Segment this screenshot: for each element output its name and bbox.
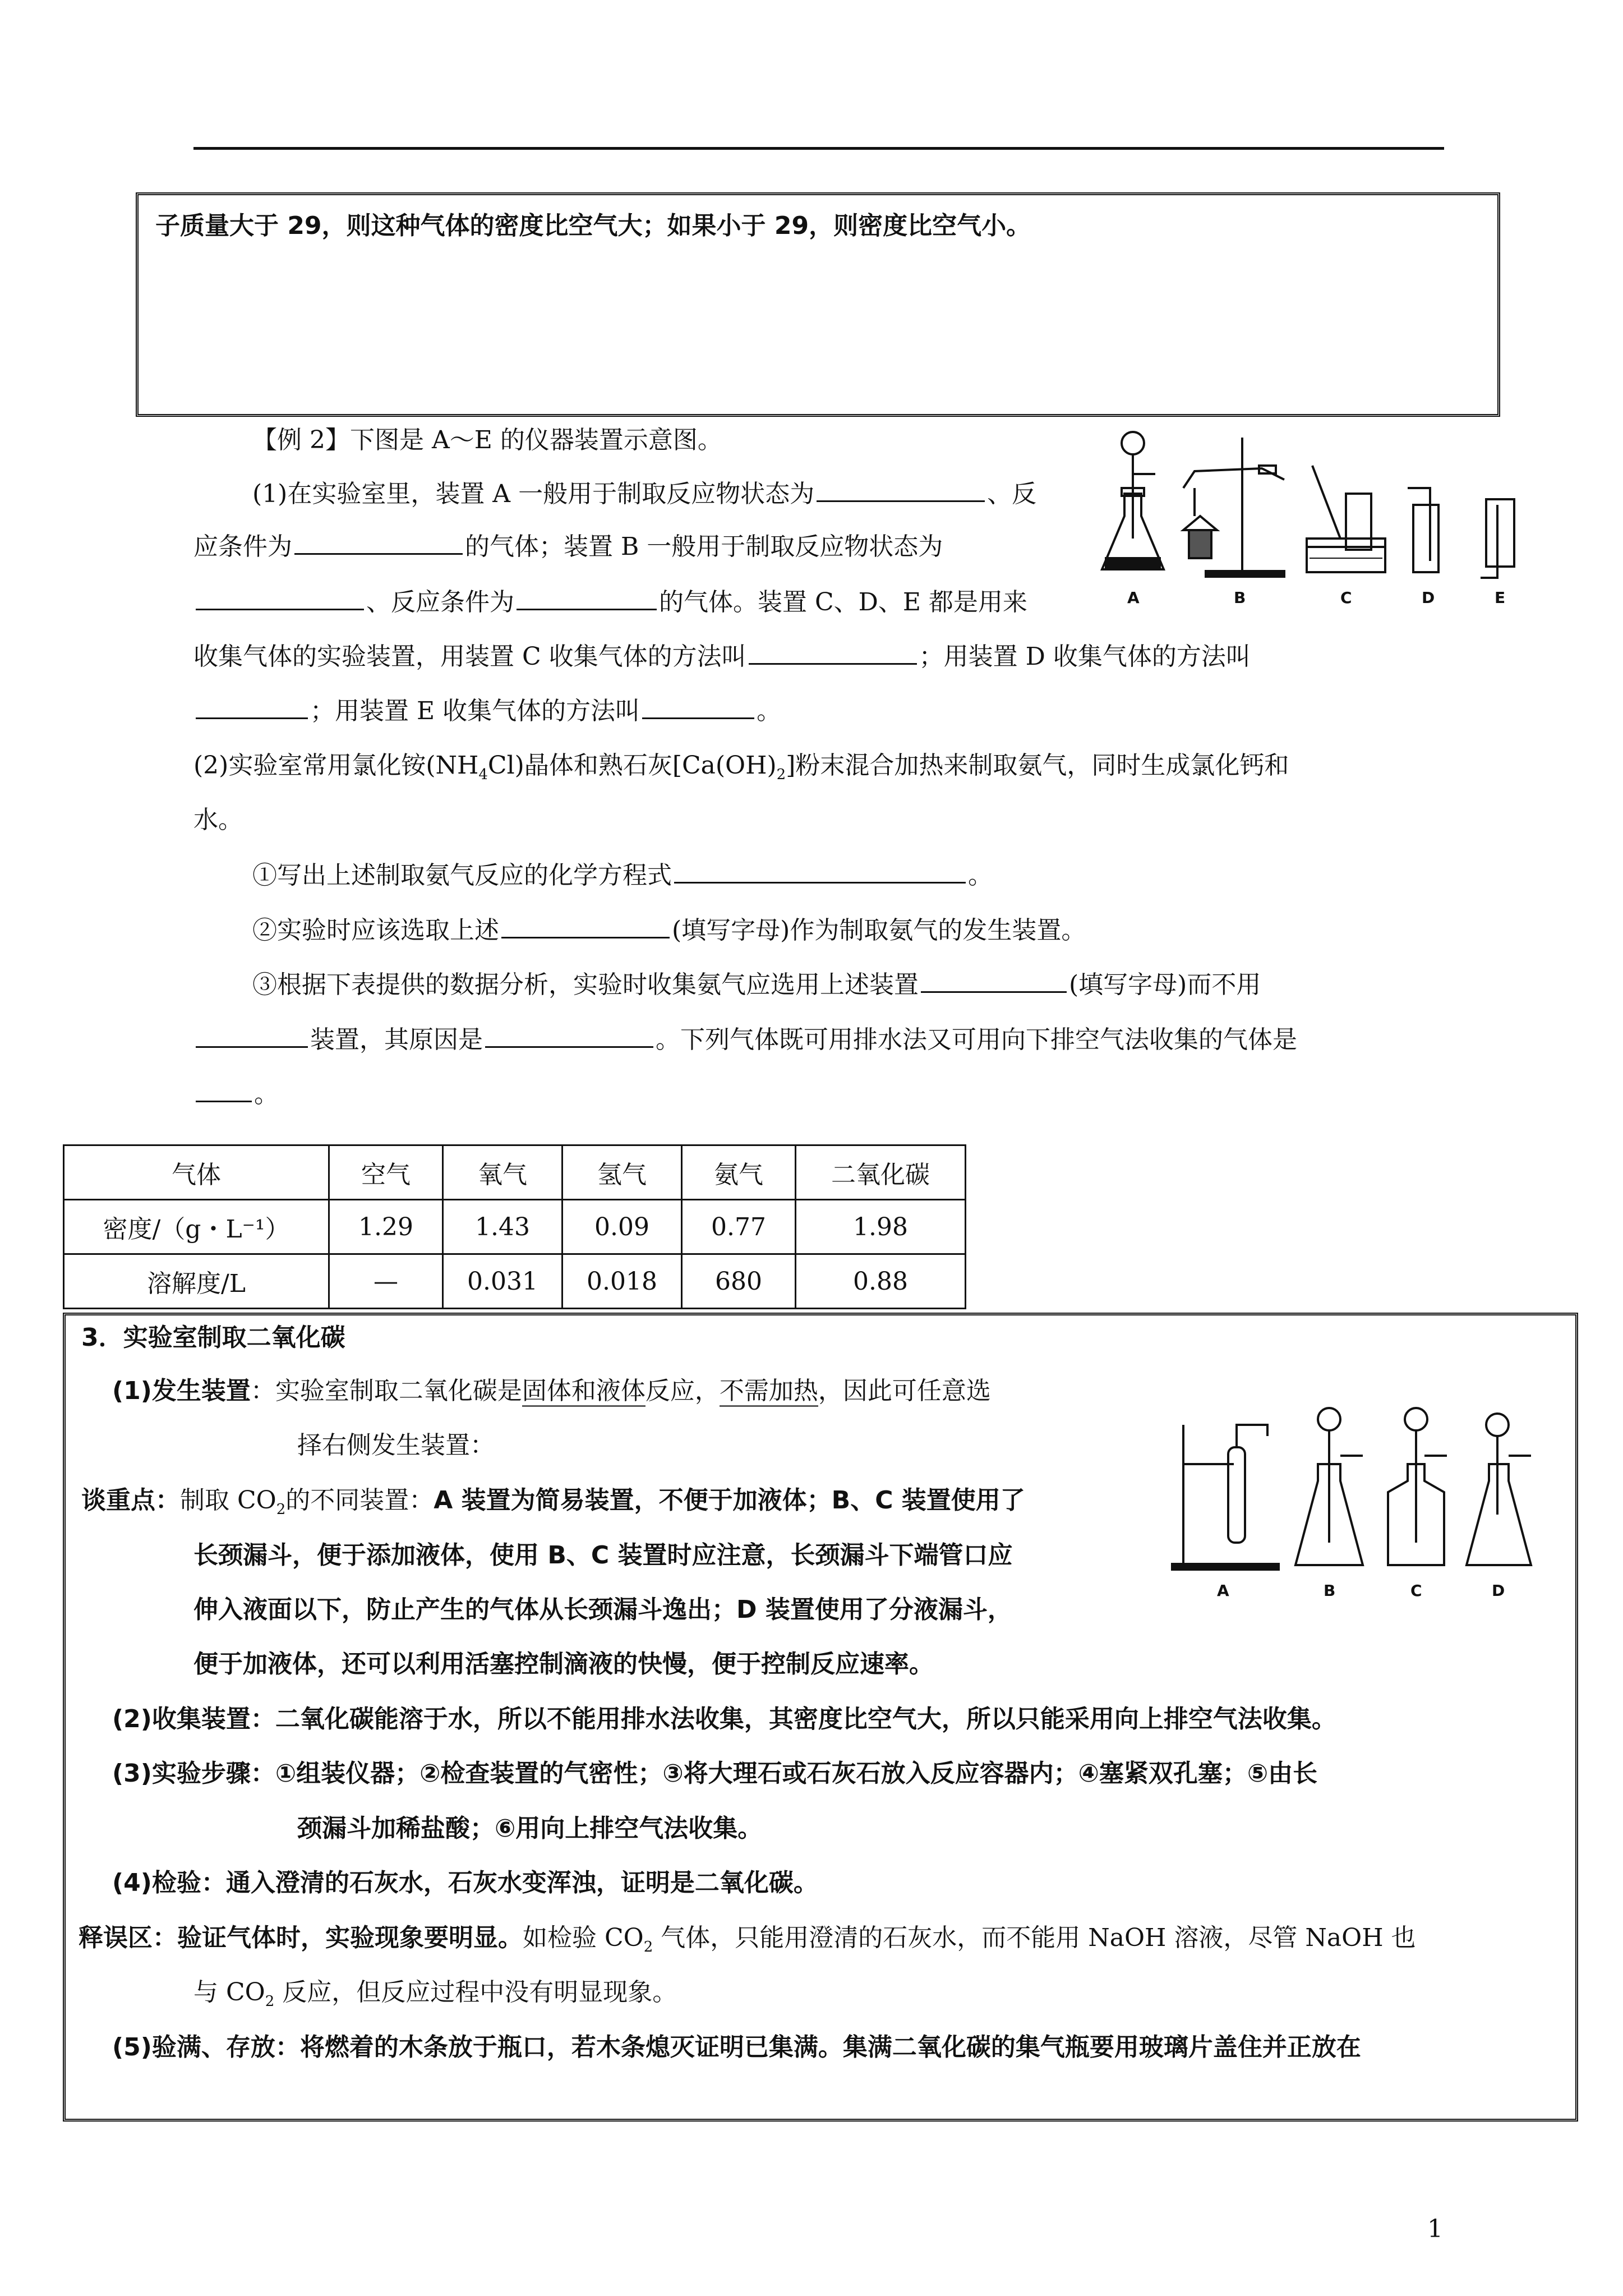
- table-cell: 0.031: [443, 1254, 562, 1309]
- key-point-line4: 便于加液体，还可以利用活塞控制滴液的快慢，便于控制反应速率。: [193, 1650, 934, 1678]
- q1-line2: 应条件为 的气体；装置 B 一般用于制取反应物状态为: [193, 530, 943, 564]
- label-d: D: [1422, 588, 1435, 607]
- key-point-line2: 长颈漏斗，便于添加液体，使用 B、C 装置时应注意，长颈漏斗下端管口应: [193, 1541, 1013, 1570]
- label-e: E: [1495, 588, 1506, 607]
- s3-p1-line1: (1)发生装置：实验室制取二氧化碳是固体和液体反应，不需加热，因此可任意选: [112, 1374, 991, 1408]
- table-cell: 0.77: [682, 1200, 796, 1254]
- s3-p5: (5)验满、存放：将燃着的木条放于瓶口，若木条熄灭证明已集满。集满二氧化碳的集气瓶要用玻璃片盖住并正放在: [112, 2033, 1361, 2062]
- gas-data-table: [63, 1144, 966, 1309]
- section3-title: 3．实验室制取二氧化碳: [81, 1323, 345, 1352]
- q2-sub2: ②实验时应该选取上述 (填写字母)作为制取氨气的发生装置。: [252, 913, 1086, 947]
- blank[interactable]: [196, 1023, 308, 1048]
- table-cell: 溶解度/L: [64, 1254, 329, 1309]
- label-c: C: [1340, 588, 1352, 607]
- gen-apparatus-c: [1388, 1408, 1447, 1565]
- table-cell: 0.09: [562, 1200, 682, 1254]
- q2-sub3-line3: 。: [193, 1077, 279, 1111]
- gen-apparatus-b: [1295, 1408, 1363, 1565]
- apparatus-b: [1183, 438, 1284, 577]
- blank[interactable]: [485, 1023, 653, 1048]
- blank[interactable]: [196, 694, 308, 719]
- table-cell: 1.98: [796, 1200, 966, 1254]
- q1-line5: ；用装置 E 收集气体的方法叫 。: [193, 694, 781, 728]
- apparatus-c: [1307, 466, 1385, 572]
- q1-line3: 、反应条件为 的气体。装置 C、D、E 都是用来: [193, 585, 1027, 619]
- blank[interactable]: [501, 913, 670, 938]
- gen-label-d: D: [1492, 1581, 1505, 1600]
- table-header-cell: 气体: [64, 1145, 329, 1200]
- key-point-line3: 伸入液面以下，防止产生的气体从长颈漏斗逸出；D 装置使用了分液漏斗，: [193, 1595, 1012, 1624]
- gen-apparatus-a: [1172, 1425, 1279, 1570]
- table-row: [64, 1145, 966, 1200]
- table-cell: 密度/（g・L⁻¹）: [64, 1200, 329, 1254]
- label-b: B: [1234, 588, 1246, 607]
- generation-apparatus-figure: [1166, 1402, 1570, 1604]
- gen-label-b: B: [1324, 1581, 1336, 1600]
- table-header-cell: 二氧化碳: [796, 1145, 966, 1200]
- page-number: 1: [1427, 2215, 1443, 2243]
- blank[interactable]: [674, 858, 966, 884]
- gen-label-a: A: [1217, 1581, 1229, 1600]
- apparatus-e: [1481, 499, 1514, 578]
- blank[interactable]: [196, 585, 364, 610]
- blank[interactable]: [921, 968, 1067, 993]
- header-rule: [193, 147, 1444, 150]
- table-cell: 1.29: [329, 1200, 443, 1254]
- table-header-cell: 氧气: [443, 1145, 562, 1200]
- apparatus-figure-a-e: [1094, 426, 1576, 611]
- blank[interactable]: [749, 639, 917, 665]
- table-header-cell: 氢气: [562, 1145, 682, 1200]
- blank[interactable]: [642, 694, 754, 719]
- blank[interactable]: [817, 477, 985, 502]
- s3-p2: (2)收集装置：二氧化碳能溶于水，所以不能用排水法收集，其密度比空气大，所以只能采用向上排空气法收集。: [112, 1705, 1336, 1733]
- note-text: 子质量大于 29，则这种气体的密度比空气大；如果小于 29，则密度比空气小。: [155, 211, 1031, 240]
- table-row: [64, 1254, 966, 1309]
- note-box: [136, 192, 1500, 417]
- q2-line1: (2)实验室常用氯化铵$(NH_4Cl)$晶体和熟石灰$[Ca(OH)_2]$粉末混合加热来制取氨气，同时生成氯化钙和: [193, 751, 1289, 783]
- s3-p3-line1: (3)实验步骤：①组装仪器；②检查装置的气密性；③将大理石或石灰石放入反应容器内；④塞紧双孔塞；⑤由长: [112, 1759, 1318, 1788]
- table-row: [64, 1200, 966, 1254]
- table-cell: 0.88: [796, 1254, 966, 1309]
- apparatus-d: [1408, 488, 1438, 572]
- gen-apparatus-d: [1467, 1414, 1531, 1565]
- table-header-cell: 氨气: [682, 1145, 796, 1200]
- example-title: 【例 2】下图是 A～E 的仪器装置示意图。: [252, 426, 722, 454]
- q2-sub3: ③根据下表提供的数据分析，实验时收集氨气应选用上述装置 (填写字母)而不用: [252, 968, 1261, 1002]
- q2-line2: 水。: [193, 806, 243, 834]
- misconception-line2: 与 $CO_2$ 反应，但反应过程中没有明显现象。: [193, 1978, 677, 2010]
- apparatus-a: [1102, 432, 1164, 569]
- gen-label-c: C: [1410, 1581, 1422, 1600]
- table-cell: 1.43: [443, 1200, 562, 1254]
- blank[interactable]: [517, 585, 657, 610]
- blank[interactable]: [196, 1077, 252, 1102]
- s3-p4: (4)检验：通入澄清的石灰水，石灰水变浑浊，证明是二氧化碳。: [112, 1869, 818, 1897]
- q2-sub3-line2: 装置，其原因是 。下列气体既可用排水法又可用向下排空气法收集的气体是: [193, 1023, 1297, 1057]
- key-point-line1: 谈重点：制取 $CO_2$的不同装置：A 装置为简易装置，不便于加液体；B、C 装置使用了: [81, 1486, 1025, 1518]
- misconception-line1: 释误区：验证气体时，实验现象要明显。如检验 $CO_2$ 气体，只能用澄清的石灰水，而不能用 NaOH 溶液，尽管 NaOH 也: [79, 1924, 1416, 1955]
- table-cell: 0.018: [562, 1254, 682, 1309]
- s3-p1-line2: 择右侧发生装置：: [297, 1431, 495, 1460]
- blank[interactable]: [294, 530, 463, 555]
- label-a: A: [1127, 588, 1140, 607]
- q1-line4: 收集气体的实验装置，用装置 C 收集气体的方法叫 ；用装置 D 收集气体的方法叫: [193, 639, 1251, 674]
- q1-line1: (1)在实验室里，装置 A 一般用于制取反应物状态为 、反: [252, 477, 1036, 511]
- s3-p3-line2: 颈漏斗加稀盐酸；⑥用向上排空气法收集。: [297, 1814, 763, 1843]
- table-cell: 680: [682, 1254, 796, 1309]
- q2-sub1: ①写出上述制取氨气反应的化学方程式 。: [252, 858, 993, 892]
- table-header-cell: 空气: [329, 1145, 443, 1200]
- table-cell: —: [329, 1254, 443, 1309]
